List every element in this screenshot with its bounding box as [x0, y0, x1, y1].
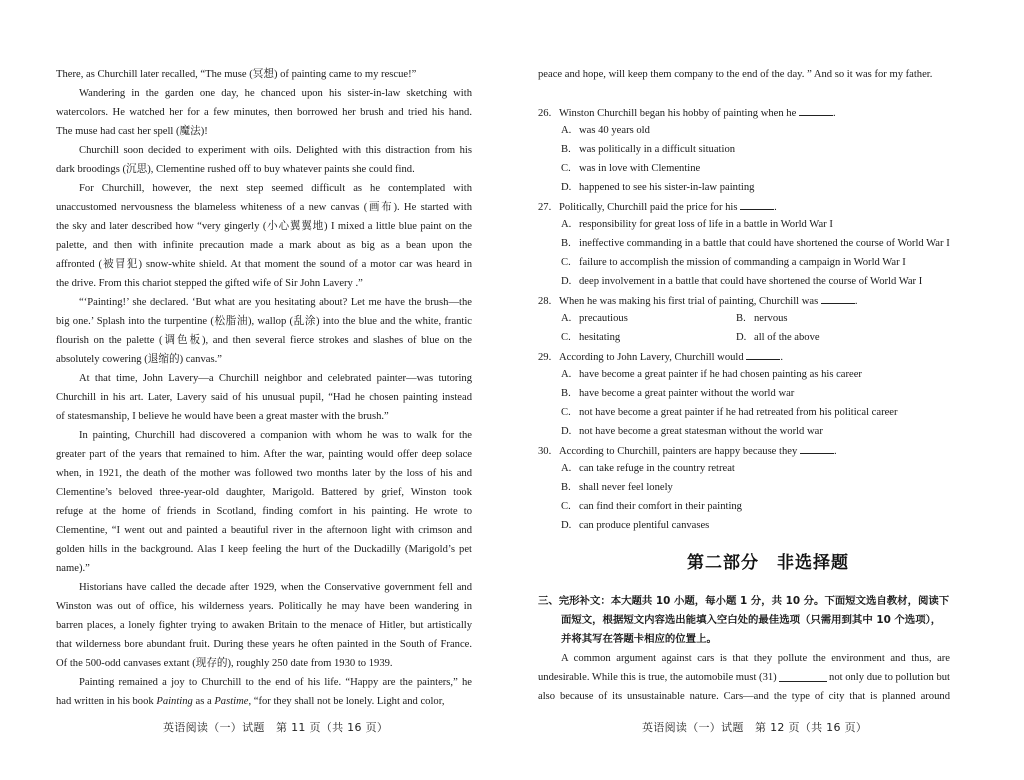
passage-line: Historians have called the decade after 1929, when the Conservative government fell and — [79, 582, 472, 593]
option-27c — [561, 256, 906, 269]
option-text: was in love with Clementine — [579, 163, 701, 174]
question-number: 28. — [538, 296, 552, 307]
page-footer: 英语阅读（一）试题 第 11 页（共 16 页） — [163, 721, 389, 734]
passage-line: flourish on the palette (调色板), and then several fierce strokes and slashes of blue on the — [56, 335, 472, 346]
passage-line: big one.’ Splash into the turpentine (松脂油), wallop (乱涂) into the blue and the white, frantic — [56, 316, 472, 327]
option-29b — [561, 387, 794, 400]
option-label: D. — [561, 276, 572, 287]
option-label: C. — [561, 501, 571, 512]
option-text: not have become a great painter if he had retreated from his political career — [579, 407, 898, 418]
option-28c — [561, 331, 620, 344]
passage-continuation: peace and hope, will keep them company to the end of the day. ” And so it was for my father. — [538, 69, 933, 80]
question-number: 29. — [538, 352, 552, 363]
instruction-line: 三、完形补文：本大题共 10 小题，每小题 1 分，共 10 分。下面短文选自教材，阅读下 — [538, 595, 950, 607]
option-28a — [561, 312, 628, 325]
question-27: 27. Politically, Churchill paid the price for his . — [538, 202, 777, 213]
section-title: 第二部分 非选择题 — [687, 553, 849, 573]
option-text: can take refuge in the country retreat — [579, 463, 735, 474]
option-text: have become a great painter if he had chosen painting as his career — [579, 369, 862, 380]
passage-line: dark broodings (沉思), Clementine rushed off to buy whatever paints she could find. — [56, 164, 415, 175]
option-label: A. — [561, 313, 572, 324]
option-30c — [561, 500, 742, 513]
passage-line: At that time, John Lavery—a Churchill neighbor and celebrated painter—was tutoring — [79, 373, 472, 384]
option-text: happened to see his sister-in-law painting — [579, 182, 755, 193]
passage-line: Of the 500-odd canvases extant (现存的), roughly 250 date from 1930 to 1939. — [56, 658, 393, 669]
passage-line: There, as Churchill later recalled, “The muse (冥想) of painting came to my rescue!” — [56, 69, 417, 80]
option-label: C. — [561, 332, 571, 343]
option-text: responsibility for great loss of life in a battle in World War I — [579, 219, 833, 230]
question-stem: When he was making his first trial of painting, Churchill was — [559, 296, 819, 307]
passage-line: that wilderness bore abundant fruit. During these years he often painted in the South of France. — [56, 639, 472, 650]
option-26c — [561, 162, 700, 175]
cloze-line: also because of its unsustainable nature. Cars—and the type of city that is planned around — [538, 691, 950, 702]
option-label: D. — [561, 426, 572, 437]
option-27b — [561, 237, 950, 250]
option-28b — [736, 312, 788, 325]
question-number: 27. — [538, 202, 552, 213]
option-label: A. — [561, 125, 572, 136]
cloze-line — [538, 671, 950, 684]
option-label: D. — [561, 182, 572, 193]
option-label: D. — [736, 332, 747, 343]
option-label: B. — [561, 238, 571, 249]
answer-blank — [821, 294, 855, 304]
question-30: 30. According to Churchill, painters are happy because they . — [538, 446, 837, 457]
option-label: B. — [736, 313, 746, 324]
option-label: C. — [561, 163, 571, 174]
question-29: 29. According to John Lavery, Churchill would . — [538, 352, 783, 363]
passage-line: Clementine’s beloved three-year-old daughter, Marigold. Battered by grief, Winston took — [56, 487, 472, 498]
option-29d — [561, 425, 823, 438]
cloze-segment: not only due to pollution but — [829, 672, 950, 683]
question-stem: Winston Churchill began his hobby of painting when he — [559, 108, 797, 119]
passage-line: golden hills in the background. Alas I keep feeling the hurt of the Duckadilly (Marigold’s pet — [56, 544, 472, 555]
passage-line: absolutely cowering (退缩的) canvas.” — [56, 354, 222, 365]
option-label: B. — [561, 144, 571, 155]
option-label: D. — [561, 520, 572, 531]
option-text: ineffective commanding in a battle that could have shortened the course of World War I — [579, 238, 950, 249]
exam-page-12 — [512, 0, 1024, 780]
passage-line: palette, and then with infinite precaution made a mark about as big as a bean upon the — [56, 240, 472, 251]
passage-line: barren places, a lonely fighter trying to awaken Britain to the menace of Hitler, but artistically — [56, 620, 472, 631]
option-26d — [561, 181, 754, 194]
option-text: all of the above — [754, 332, 820, 343]
passage-line: Churchill soon decided to experiment with oils. Delighted with this distraction from his — [79, 145, 472, 156]
cloze-line: A common argument against cars is that they pollute the environment and thus, are — [561, 653, 950, 664]
page-footer: 英语阅读（一）试题 第 12 页（共 16 页） — [642, 721, 868, 734]
line-segment: , “for they shall not be lonely. Light and color, — [248, 696, 445, 707]
passage-line: “‘Painting!’ she declared. ‘But what are you hesitating about? Let me have the brush—the — [79, 297, 472, 308]
passage-line: Painting remained a joy to Churchill to the end of his life. “Happy are the painters,” he — [79, 677, 472, 688]
passage-line: unaccustomed nervousness the blameless whiteness of a new canvas (画布). He started with — [56, 202, 472, 213]
answer-blank — [800, 444, 834, 454]
passage-line: affronted (被冒犯) snow-white shield. At that moment the sound of a motor car was heard in — [56, 259, 472, 270]
line-segment: had written in his book — [56, 696, 157, 707]
option-label: A. — [561, 219, 572, 230]
option-text: was politically in a difficult situation — [579, 144, 736, 155]
cloze-segment: undesirable. While this is true, the automobile must (31) — [538, 672, 777, 683]
question-26: 26. Winston Churchill began his hobby of painting when he . — [538, 108, 836, 119]
option-26a — [561, 124, 650, 137]
option-label: B. — [561, 388, 571, 399]
answer-blank — [799, 106, 833, 116]
passage-line: the drive. From this chariot stepped the gifted wife of Sir John Lavery .” — [56, 278, 363, 289]
instruction-line: 面短文，根据短文内容选出能填入空白处的最佳选项（只需用到其中 10 个选项）， — [561, 614, 942, 626]
passage-line: Clementine, “I went out and painted a beautiful river in the afternoon light with crimson and — [56, 525, 472, 536]
option-30a — [561, 462, 735, 475]
option-label: A. — [561, 369, 572, 380]
question-28: 28. When he was making his first trial of painting, Churchill was . — [538, 296, 858, 307]
option-text: can find their comfort in their painting — [579, 501, 742, 512]
option-29a — [561, 368, 862, 381]
line-segment: as a — [192, 696, 215, 707]
passage-line: of statesmanship, I believe he would have been a great master with the brush.” — [56, 411, 389, 422]
option-text: precautious — [579, 313, 628, 324]
option-29c — [561, 406, 898, 419]
option-text: have become a great painter without the world war — [579, 388, 795, 399]
question-stem: According to John Lavery, Churchill would — [559, 352, 744, 363]
passage-line — [56, 695, 472, 708]
answer-blank — [740, 200, 774, 210]
passage-line: The muse had cast her spell (魔法)! — [56, 126, 208, 137]
option-30b — [561, 481, 673, 494]
option-text: was 40 years old — [579, 125, 650, 136]
passage-line: greater part of the years that remained to him. After the war, painting would offer deep solace — [56, 449, 472, 460]
option-text: hesitating — [579, 332, 621, 343]
option-text: can produce plentiful canvases — [579, 520, 710, 531]
question-number: 30. — [538, 446, 552, 457]
option-text: failure to accomplish the mission of commanding a campaign in World War I — [579, 257, 906, 268]
book-title-part-1: Painting — [156, 696, 193, 707]
question-stem: According to Churchill, painters are happy because they — [559, 446, 798, 457]
option-label: A. — [561, 463, 572, 474]
option-text: shall never feel lonely — [579, 482, 673, 493]
instruction-line: 并将其写在答题卡相应的位置上。 — [561, 633, 717, 645]
question-stem: Politically, Churchill paid the price for his — [559, 202, 738, 213]
option-label: B. — [561, 482, 571, 493]
option-text: not have become a great statesman without the world war — [579, 426, 823, 437]
option-26b — [561, 143, 735, 156]
passage-line: In painting, Churchill had discovered a companion with whom he was to walk for the — [79, 430, 472, 441]
option-30d — [561, 519, 709, 532]
passage-line: Churchill in his art. Later, Lavery said of his unusual pupil, “Had he chosen painting instead — [56, 392, 472, 403]
passage-line: watercolors. He watched her for a few minutes, then borrowed her brush and tried his hand. — [56, 107, 472, 118]
passage-line: name).” — [56, 563, 90, 574]
option-text: deep involvement in a battle that could have shortened the course of World War I — [579, 276, 923, 287]
option-28d — [736, 331, 820, 344]
option-27d — [561, 275, 922, 288]
option-text: nervous — [754, 313, 788, 324]
option-27a — [561, 218, 833, 231]
question-number: 26. — [538, 108, 552, 119]
book-title-part-2: Pastime — [214, 696, 249, 707]
passage-line: Winston was out of office, his wilderness years. Politically he may have been wandering in — [56, 601, 472, 612]
passage-line: Wandering in the garden one day, he chanced upon his sister-in-law sketching with — [79, 88, 472, 99]
passage-line: refuge at the home of friends in Scotland, finding comfort in his painting. He wrote to — [56, 506, 472, 517]
option-label: C. — [561, 257, 571, 268]
passage-line: the sky and later described how “very gingerly (小心翼翼地) I mixed a little blue paint on the — [56, 221, 472, 232]
answer-blank — [746, 350, 780, 360]
option-label: C. — [561, 407, 571, 418]
cloze-blank-31 — [779, 671, 827, 682]
passage-line: when, in 1921, the death of the mother was followed two months later by the loss of his and — [56, 468, 472, 479]
passage-line: For Churchill, however, the next step seemed difficult as he contemplated with — [79, 183, 472, 194]
